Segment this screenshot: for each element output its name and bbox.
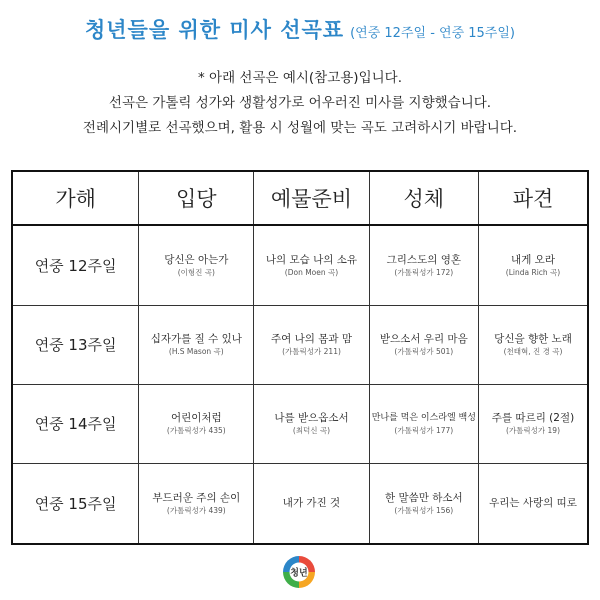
song-source: (가톨릭성가 211) bbox=[282, 347, 341, 357]
note-line: 전례시기별로 선곡했으며, 활용 시 성월에 맞는 곡도 고려하시기 바랍니다. bbox=[82, 120, 518, 136]
song-cell bbox=[139, 306, 254, 385]
youth-logo-icon bbox=[281, 554, 317, 590]
notes bbox=[0, 66, 600, 141]
week-label: 연중 15주일 bbox=[12, 463, 139, 544]
song-title: 당신은 아는가 bbox=[164, 254, 229, 266]
song-title: 나의 모습 나의 소유 bbox=[265, 254, 358, 266]
song-source: (최덕신 곡) bbox=[292, 426, 331, 436]
song-cell bbox=[139, 463, 254, 544]
song-source: (가톨릭성가 156) bbox=[394, 505, 454, 515]
song-title: 한 말씀만 하소서 bbox=[384, 491, 463, 504]
song-title: 십자가를 질 수 있나 bbox=[150, 333, 242, 346]
title-main: 청년들을 위한 미사 선곡표 bbox=[84, 18, 345, 42]
song-source: (Linda Rich 곡) bbox=[505, 268, 561, 277]
song-cell bbox=[254, 306, 369, 385]
header-dismissal: 파견 bbox=[479, 171, 588, 225]
song-title: 주여 나의 몸과 맘 bbox=[270, 333, 352, 346]
song-source: (가톨릭성가 172) bbox=[394, 268, 454, 277]
song-source: (가톨릭성가 435) bbox=[166, 426, 226, 436]
song-title: 내게 오라 bbox=[511, 254, 555, 266]
song-source: (가톨릭성가 177) bbox=[394, 426, 454, 436]
header-communion: 성체 bbox=[369, 171, 478, 225]
song-source: (가톨릭성가 501) bbox=[394, 347, 454, 357]
table-row bbox=[12, 384, 588, 463]
song-source: (가톨릭성가 439) bbox=[166, 505, 226, 515]
header-entrance: 입당 bbox=[139, 171, 254, 225]
week-label: 연중 14주일 bbox=[12, 384, 139, 463]
song-cell bbox=[139, 225, 254, 306]
table-row bbox=[12, 463, 588, 544]
header-offertory: 예물준비 bbox=[254, 171, 369, 225]
song-source: (천태혁, 진 경 곡) bbox=[503, 347, 563, 357]
song-source: (Don Moen 곡) bbox=[284, 268, 339, 277]
song-cell bbox=[369, 306, 478, 385]
week-label: 연중 12주일 bbox=[12, 225, 139, 306]
logo-text: 청년 bbox=[290, 568, 308, 579]
song-cell bbox=[369, 225, 478, 306]
song-cell bbox=[479, 225, 588, 306]
header-year: 가해 bbox=[12, 171, 139, 225]
song-source: (이형진 곡) bbox=[177, 268, 215, 277]
song-title: 나를 받으옵소서 bbox=[274, 412, 349, 425]
page-title bbox=[0, 14, 600, 44]
song-cell bbox=[139, 384, 254, 463]
song-cell bbox=[479, 463, 588, 544]
song-cell bbox=[254, 384, 369, 463]
song-title: 어린이처럼 bbox=[170, 412, 222, 425]
song-title: 우리는 사랑의 띠로 bbox=[489, 497, 577, 510]
song-source: (가톨릭성가 19) bbox=[506, 426, 561, 436]
song-title: 받으소서 우리 마음 bbox=[379, 333, 468, 346]
song-title: 내가 가진 것 bbox=[282, 497, 341, 510]
song-title: 그리스도의 영혼 bbox=[386, 254, 461, 266]
song-title: 부드러운 주의 손이 bbox=[152, 491, 241, 504]
song-title: 주를 따르리 (2절) bbox=[491, 412, 575, 425]
table-row bbox=[12, 306, 588, 385]
song-cell bbox=[479, 306, 588, 385]
note-line: * 아래 선곡은 예시(참고용)입니다. bbox=[198, 70, 402, 86]
song-table bbox=[11, 170, 589, 545]
title-sub: (연중 12주일 - 연중 15주일) bbox=[350, 26, 515, 41]
table-header-row bbox=[12, 171, 588, 225]
week-label: 연중 13주일 bbox=[12, 306, 139, 385]
song-cell bbox=[254, 463, 369, 544]
note-line: 선곡은 가톨릭 성가와 생활성가로 어우러진 미사를 지향했습니다. bbox=[108, 95, 492, 111]
song-cell bbox=[369, 384, 478, 463]
song-cell bbox=[369, 463, 478, 544]
song-cell bbox=[479, 384, 588, 463]
song-source: (H.S Mason 곡) bbox=[168, 347, 224, 357]
table-row bbox=[12, 225, 588, 306]
song-cell bbox=[254, 225, 369, 306]
song-title: 당신을 향한 노래 bbox=[494, 333, 572, 346]
song-title: 만나를 먹은 이스라엘 백성 bbox=[371, 413, 476, 424]
